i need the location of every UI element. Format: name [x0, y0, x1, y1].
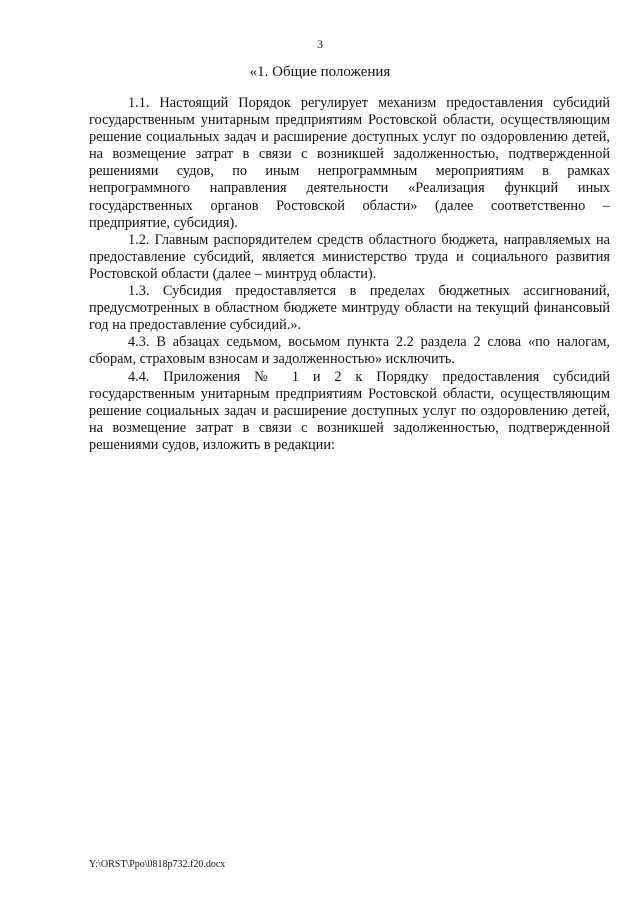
section-title: «1. Общие положения: [249, 64, 391, 80]
paragraph-4-4: 4.4. Приложения № 1 и 2 к Порядку предоставления субсидий государственным унитарным предприятиям Ростовской области, осуществляющим решение социальных задач и расширение доступных услуг по оздоровлению детей, на возмещение затрат в связи с возникшей задолженностью, подтвержденной решениями судов, изложить в редакции:: [89, 368, 610, 453]
paragraph-1-2: 1.2. Главным распорядителем средств областного бюджета, направляемых на предоставление субсидий, является министерство труда и социального развития Ростовской области (далее – минтруд области).: [89, 231, 610, 282]
paragraph-1-3: 1.3. Субсидия предоставляется в пределах бюджетных ассигнований, предусмотренных в областном бюджете минтруду области на текущий финансовый год на предоставление субсидий.».: [89, 283, 610, 334]
document-body: [89, 95, 610, 454]
paragraph-4-3: 4.3. В абзацах седьмом, восьмом пункта 2.2 раздела 2 слова «по налогам, сборам, страховым взносам и задолженностью» исключить.: [89, 334, 610, 368]
page-number: 3: [317, 37, 323, 51]
paragraph-1-1: 1.1. Настоящий Порядок регулирует механизм предоставления субсидий государственным унитарным предприятиям Ростовской области, осуществляющим решение социальных задач и расширение доступных услуг по оздоровлению детей, на возмещение затрат в связи с возникшей задолженностью, подтвержденной решениями судов, по иным непрограммным мероприятиям в рамках непрограммного направления деятельности «Реализация функций иных государственных органов Ростовской области» (далее соответственно – предприятие, субсидия).: [89, 95, 610, 231]
footer-file-path: Y:\ORST\Ppo\0818p732.f20.docx: [89, 859, 226, 870]
